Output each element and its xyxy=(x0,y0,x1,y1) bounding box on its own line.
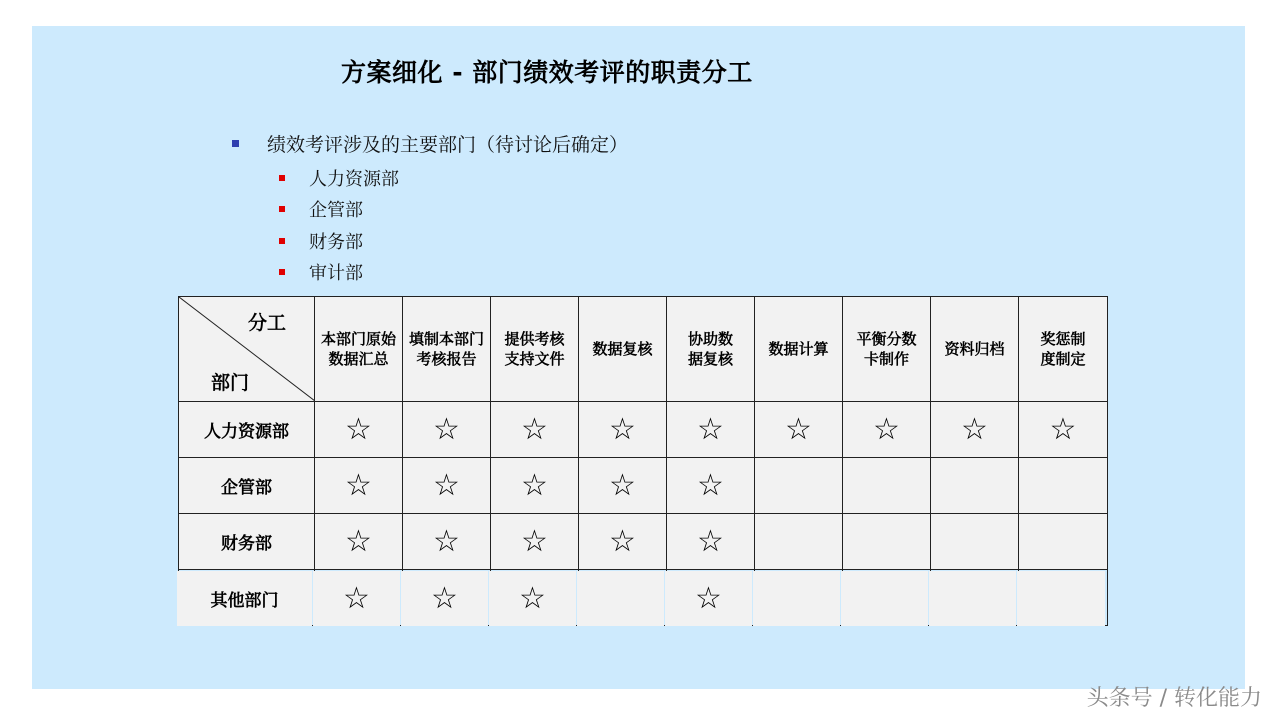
corner-bottom-label: 部门 xyxy=(211,372,250,394)
column-header-line: 数据汇总 xyxy=(328,350,389,368)
table-row xyxy=(179,514,1108,570)
table-cell xyxy=(577,571,665,627)
column-header xyxy=(403,297,491,402)
table-cell xyxy=(579,402,667,458)
star-icon: ☆ xyxy=(1049,411,1077,447)
table-cell xyxy=(315,514,403,570)
star-icon: ☆ xyxy=(609,467,636,503)
table-cell xyxy=(491,514,579,570)
column-header-line: 协助数 xyxy=(687,330,733,348)
star-icon: ☆ xyxy=(785,411,812,447)
table-cell xyxy=(755,458,843,514)
list-item-text: 人力资源部 xyxy=(309,168,399,190)
table-cell xyxy=(315,402,403,458)
star-icon: ☆ xyxy=(433,411,460,447)
table-cell xyxy=(931,402,1019,458)
table-cell xyxy=(491,458,579,514)
star-icon: ☆ xyxy=(521,523,548,559)
star-icon: ☆ xyxy=(433,523,460,559)
star-icon: ☆ xyxy=(695,580,722,616)
table-cell xyxy=(667,458,755,514)
table-cell xyxy=(755,402,843,458)
star-icon: ☆ xyxy=(697,411,724,447)
table-cell xyxy=(489,571,577,627)
row-label: 人力资源部 xyxy=(179,402,315,458)
table-row xyxy=(177,571,1106,627)
table-cell xyxy=(403,458,491,514)
department-list xyxy=(279,162,399,288)
table-cell xyxy=(1019,402,1108,458)
table-cell xyxy=(931,458,1019,514)
table-cell xyxy=(755,514,843,570)
table-header-row xyxy=(179,297,1108,402)
square-bullet-icon xyxy=(279,269,285,275)
column-header-line: 支持文件 xyxy=(504,350,565,368)
table-cell xyxy=(667,402,755,458)
column-header-line: 据复核 xyxy=(687,350,733,368)
column-header xyxy=(843,297,931,402)
table-corner-cell xyxy=(179,297,315,402)
list-item-text: 审计部 xyxy=(309,263,363,285)
column-header xyxy=(755,297,843,402)
star-icon: ☆ xyxy=(697,523,724,559)
table-cell xyxy=(579,458,667,514)
list-item xyxy=(279,194,399,226)
list-item xyxy=(279,162,399,194)
table-cell xyxy=(313,571,401,627)
star-icon: ☆ xyxy=(345,411,372,447)
star-icon: ☆ xyxy=(609,523,636,559)
column-header-line: 本部门原始 xyxy=(320,330,396,348)
column-header-line: 数据复核 xyxy=(592,340,653,358)
table-row xyxy=(179,458,1108,514)
table-cell xyxy=(401,571,489,627)
column-header-line: 考核报告 xyxy=(416,350,477,368)
table-cell xyxy=(491,402,579,458)
list-item xyxy=(279,225,399,257)
table-row xyxy=(179,402,1108,458)
column-header xyxy=(667,297,755,402)
table-cell xyxy=(753,571,841,627)
column-header-line: 平衡分数 xyxy=(856,330,917,348)
star-icon: ☆ xyxy=(345,467,372,503)
star-icon: ☆ xyxy=(431,580,458,616)
column-header xyxy=(931,297,1019,402)
star-icon: ☆ xyxy=(521,467,548,503)
star-icon: ☆ xyxy=(609,411,636,447)
column-header-line: 卡制作 xyxy=(863,350,909,368)
table-cell xyxy=(665,571,753,627)
watermark: 头条号 / 转化能力 xyxy=(1086,686,1262,711)
row-label: 其他部门 xyxy=(177,571,313,627)
star-icon: ☆ xyxy=(961,411,988,447)
column-header-line: 数据计算 xyxy=(768,340,829,358)
column-header xyxy=(579,297,667,402)
star-icon: ☆ xyxy=(873,411,900,447)
table-cell xyxy=(1019,458,1108,514)
list-item-text: 企管部 xyxy=(309,200,363,222)
column-header xyxy=(315,297,403,402)
list-item-text: 财务部 xyxy=(309,231,363,253)
column-header-line: 资料归档 xyxy=(944,340,1005,358)
star-icon: ☆ xyxy=(519,580,546,616)
star-icon: ☆ xyxy=(345,523,372,559)
square-bullet-icon xyxy=(279,238,285,244)
table-cell xyxy=(315,458,403,514)
table-cell xyxy=(931,514,1019,570)
corner-top-label: 分工 xyxy=(247,312,286,334)
column-header-line: 奖惩制 xyxy=(1040,330,1086,348)
table-cell xyxy=(1017,571,1106,627)
list-item xyxy=(279,257,399,289)
column-header-line: 提供考核 xyxy=(504,330,565,348)
star-icon: ☆ xyxy=(521,411,548,447)
responsibility-table xyxy=(178,296,1108,626)
table-cell xyxy=(403,402,491,458)
column-header-line: 填制本部门 xyxy=(408,330,484,348)
square-bullet-icon xyxy=(232,140,239,147)
star-icon: ☆ xyxy=(697,467,724,503)
square-bullet-icon xyxy=(279,206,285,212)
table-cell xyxy=(843,402,931,458)
table-cell xyxy=(843,458,931,514)
table-cell xyxy=(1019,514,1108,570)
column-header xyxy=(491,297,579,402)
table-cell xyxy=(929,571,1017,627)
main-bullet-text: 绩效考评涉及的主要部门（待讨论后确定） xyxy=(267,134,629,156)
table-cell xyxy=(579,514,667,570)
main-bullet xyxy=(232,130,628,157)
column-header-line: 度制定 xyxy=(1040,350,1086,368)
table-cell xyxy=(403,514,491,570)
row-label: 企管部 xyxy=(179,458,315,514)
page-title: 方案细化 - 部门绩效考评的职责分工 xyxy=(341,58,753,87)
table-cell xyxy=(667,514,755,570)
table-cell xyxy=(841,571,929,627)
row-label: 财务部 xyxy=(179,514,315,570)
table-cell xyxy=(843,514,931,570)
star-icon: ☆ xyxy=(433,467,460,503)
square-bullet-icon xyxy=(279,175,285,181)
star-icon: ☆ xyxy=(343,580,370,616)
column-header xyxy=(1019,297,1108,402)
